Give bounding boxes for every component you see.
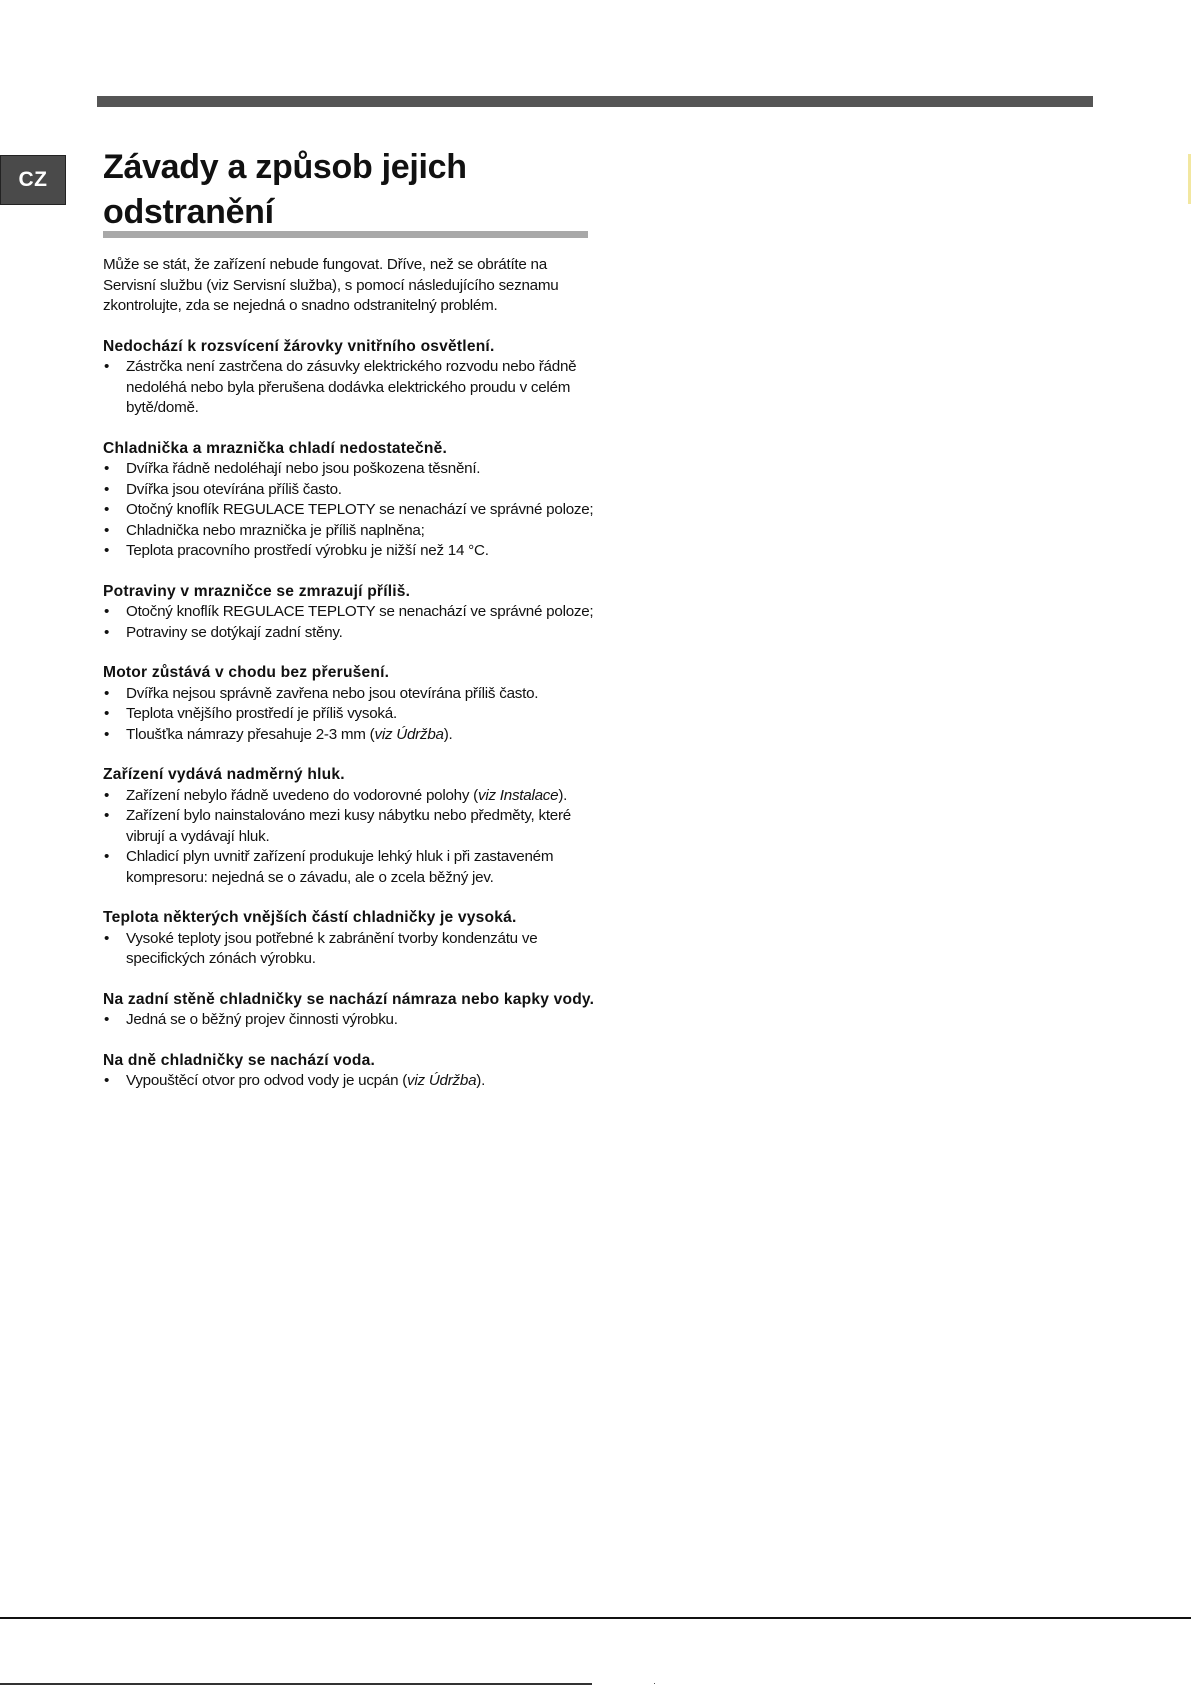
bullet-icon: • <box>104 848 110 865</box>
list-item <box>103 929 595 970</box>
bullet-list <box>103 684 595 746</box>
language-tab: CZ <box>0 155 66 205</box>
section-heading: Chladnička a mraznička chladí nedostatečně. <box>103 439 447 457</box>
list-item-text: Dvířka nejsou správně zavřena nebo jsou otevírána příliš často. <box>126 684 539 702</box>
bullet-icon: • <box>104 542 110 559</box>
list-item <box>103 602 595 623</box>
list-item-text: Tloušťka námrazy přesahuje 2-3 mm ( <box>126 725 375 743</box>
list-item-text: Vysoké teploty jsou potřebné k zabránění tvorby kondenzátu ve specifických zónách výrobku. <box>126 929 538 967</box>
cross-reference: viz Údržba <box>374 725 444 743</box>
bullet-icon: • <box>104 705 110 722</box>
bullet-icon: • <box>104 460 110 477</box>
list-item <box>103 541 595 562</box>
list-item <box>103 786 595 807</box>
header-rule <box>97 96 1093 107</box>
bullet-icon: • <box>104 1011 110 1028</box>
section-heading: Potraviny v mrazničce se zmrazují příliš. <box>103 582 411 600</box>
section-heading: Nedochází k rozsvícení žárovky vnitřního osvětlení. <box>103 337 495 355</box>
bullet-list <box>103 786 595 889</box>
list-item-text: Dvířka jsou otevírána příliš často. <box>126 480 342 498</box>
troubleshooting-section <box>103 990 595 1031</box>
bullet-icon: • <box>104 929 110 947</box>
list-item <box>103 684 595 705</box>
list-item-text-suffix: ). <box>476 1072 486 1089</box>
bullet-icon: • <box>104 725 110 743</box>
list-item-text: Zástrčka není zastrčena do zásuvky elektrického rozvodu nebo řádně nedoléhá nebo byla přerušena dodávka elektrického proudu v celém bytě/domě. <box>126 358 577 416</box>
bullet-icon: • <box>104 1072 110 1089</box>
bullet-icon: • <box>104 684 110 702</box>
cross-reference: viz Instalace <box>478 786 559 804</box>
troubleshooting-sections <box>103 337 595 1092</box>
list-item-text: Jedná se o běžný projev činnosti výrobku. <box>126 1011 398 1028</box>
list-item-text: Otočný knoflík REGULACE TEPLOTY se nenachází ve správné poloze; <box>126 603 594 620</box>
troubleshooting-section <box>103 663 595 745</box>
list-item-text: Chladnička nebo mraznička je příliš naplněna; <box>126 521 425 539</box>
section-heading: Na dně chladničky se nachází voda. <box>103 1051 375 1069</box>
bullet-icon: • <box>104 501 110 518</box>
list-item <box>103 500 595 521</box>
list-item-text: Teplota pracovního prostředí výrobku je nižší než 14 °C. <box>126 542 489 559</box>
list-item <box>103 480 595 501</box>
troubleshooting-section <box>103 582 595 644</box>
list-item <box>103 1010 595 1031</box>
bullet-list <box>103 929 595 970</box>
section-heading: Zařízení vydává nadměrný hluk. <box>103 766 345 783</box>
list-item-text: Potraviny se dotýkají zadní stěny. <box>126 623 343 641</box>
title-line-1: Závady a způsob jejich <box>103 148 467 186</box>
bullet-list <box>103 1010 595 1031</box>
bullet-icon: • <box>104 521 110 539</box>
list-item-text: Teplota vnějšího prostředí je příliš vysoká. <box>126 705 397 722</box>
list-item-text: Dvířka řádně nedoléhají nebo jsou poškozena těsnění. <box>126 460 481 477</box>
bullet-icon: • <box>104 603 110 620</box>
list-item <box>103 521 595 542</box>
section-heading: Na zadní stěně chladničky se nachází námraza nebo kapky vody. <box>103 990 595 1008</box>
troubleshooting-section <box>103 1051 595 1092</box>
title-underline <box>103 231 588 238</box>
bullet-list <box>103 357 595 419</box>
bullet-icon: • <box>104 480 110 498</box>
section-heading: Motor zůstává v chodu bez přerušení. <box>103 664 390 681</box>
troubleshooting-section <box>103 439 595 562</box>
list-item <box>103 357 595 419</box>
troubleshooting-section <box>103 908 595 970</box>
bullet-list <box>103 459 595 562</box>
list-item-text-suffix: ). <box>443 725 453 743</box>
list-item <box>103 725 595 746</box>
title-line-2: odstranění <box>103 193 274 231</box>
list-item-text: Zařízení nebylo řádně uvedeno do vodorovné polohy ( <box>126 786 478 804</box>
list-item <box>103 704 595 725</box>
troubleshooting-section <box>103 765 595 888</box>
bottom-mark: · <box>653 1678 656 1688</box>
bullet-icon: • <box>104 358 110 375</box>
troubleshooting-section <box>103 337 595 419</box>
troubleshooting-content <box>103 255 595 1112</box>
intro-paragraph: Může se stát, že zařízení nebude fungovat. Dříve, než se obrátíte na Servisní službu (viz Servisní služba), s pomocí následujícího seznamu zkontrolujte, zda se nejedná o snadno odstranitelný problém. <box>103 256 559 314</box>
list-item <box>103 806 595 847</box>
section-heading: Teplota některých vnějších částí chladničky je vysoká. <box>103 909 517 926</box>
cross-reference: viz Údržba <box>407 1072 477 1089</box>
footer-rule <box>0 1617 1191 1619</box>
list-item-text: Zařízení bylo nainstalováno mezi kusy nábytku nebo předměty, které vibrují a vydávají hluk. <box>126 807 571 845</box>
bullet-list <box>103 602 595 643</box>
bullet-icon: • <box>104 623 110 641</box>
list-item <box>103 459 595 480</box>
list-item-text: Vypouštěcí otvor pro odvod vody je ucpán ( <box>126 1072 408 1089</box>
page-title <box>103 145 593 235</box>
list-item <box>103 623 595 644</box>
list-item <box>103 847 595 888</box>
bullet-icon: • <box>104 786 110 804</box>
list-item-text: Chladicí plyn uvnitř zařízení produkuje lehký hluk i při zastaveném kompresoru: nejedná se o závadu, ale o zcela běžný jev. <box>126 848 554 886</box>
list-item-text-suffix: ). <box>558 786 568 804</box>
list-item <box>103 1071 595 1092</box>
list-item-text: Otočný knoflík REGULACE TEPLOTY se nenachází ve správné poloze; <box>126 501 594 518</box>
bullet-list <box>103 1071 595 1092</box>
bullet-icon: • <box>104 807 110 824</box>
